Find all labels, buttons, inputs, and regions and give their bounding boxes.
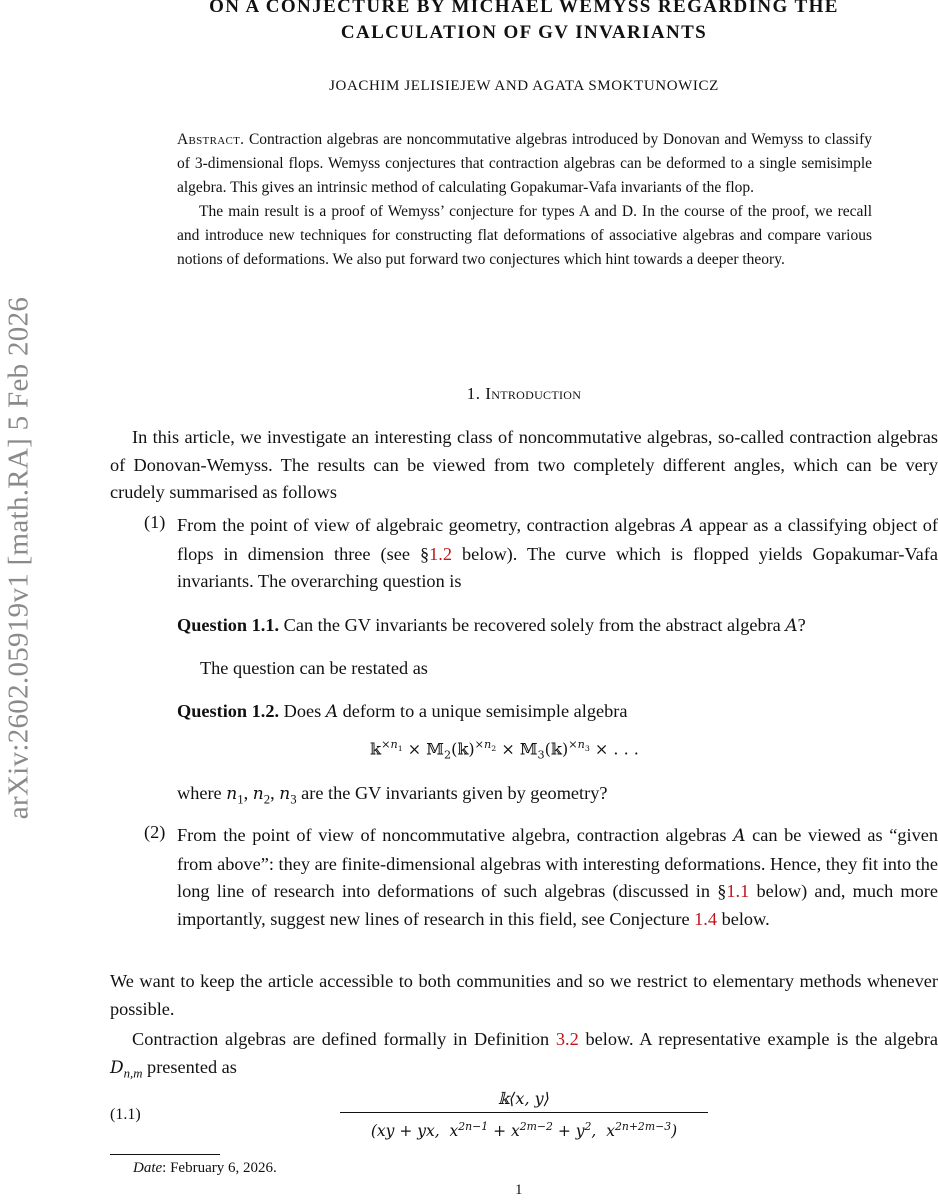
question-1-1-label: Question 1.1. bbox=[177, 615, 280, 635]
ref-1-1-link[interactable]: 1.1 bbox=[726, 881, 750, 901]
ref-1-2-link[interactable]: 1.2 bbox=[429, 543, 452, 564]
equation-label: (1.1) bbox=[110, 1106, 141, 1123]
paragraph-definition: Contraction algebras are defined formally in Definition 3.2 below. A representative example is the algebra $D_{n,m}$ presented as bbox=[110, 1029, 938, 1081]
question-1-1: Question 1.1. Can the GV invariants be recovered solely from the abstract algebra A? bbox=[177, 615, 806, 636]
section-heading bbox=[110, 384, 938, 404]
equation-denominator: (xy + yx, $x^{2n-1} + x^{2m-2} + y^2$, $x^{2n+2m-3}$) bbox=[370, 1120, 678, 1141]
section-number: 1. bbox=[466, 384, 481, 403]
abstract bbox=[177, 128, 872, 272]
page-number: 1 bbox=[515, 1182, 523, 1198]
item-2-marker: (2) bbox=[144, 822, 166, 842]
footnote-text: : February 6, 2026. bbox=[162, 1160, 277, 1176]
ref-3-2-link[interactable]: 3.2 bbox=[555, 1029, 579, 1049]
var-A: A bbox=[681, 516, 694, 536]
item-1-marker: (1) bbox=[144, 512, 166, 532]
abstract-label: Abstract. bbox=[177, 131, 245, 148]
footnote-label: Date bbox=[133, 1160, 163, 1176]
title-line-1: ON A CONJECTURE BY MICHAEL WEMYSS REGARDING THE bbox=[209, 0, 839, 17]
semisimple-formula: 𝕜$^{\times n_1}$ × 𝕄$_2$(𝕜)$^{\times n_2}$ × 𝕄$_3$(𝕜)$^{\times n_3}$ × . . . bbox=[370, 738, 639, 762]
where-text: where $n_1$, $n_2$, $n_3$ are the GV invariants given by geometry? bbox=[177, 783, 608, 807]
ref-1-4-link[interactable]: 1.4 bbox=[694, 908, 718, 929]
arxiv-identifier: arXiv:2602.05919v1 [math.RA] 5 Feb 2026 bbox=[2, 296, 35, 820]
question-1-2-label: Question 1.2. bbox=[177, 701, 280, 721]
paper-title bbox=[110, 0, 938, 46]
equation-numerator: 𝕜⟨x, y⟩ bbox=[498, 1089, 550, 1108]
abstract-paragraph-1 bbox=[177, 128, 872, 200]
abstract-paragraph-2: The main result is a proof of Wemyss’ conjecture for types A and D. In the course of the proof, we recall and introduce new techniques for constructing flat deformations of associative algebras and compare various notions of deformations. We also put forward two conjectures which hint towards a deeper theory. bbox=[177, 203, 872, 268]
question-1-2: Question 1.2. Does A deform to a unique semisimple algebra bbox=[177, 701, 628, 722]
restated-text: The question can be restated as bbox=[200, 658, 428, 678]
arxiv-sidebar bbox=[2, 228, 36, 888]
footnote-rule bbox=[110, 1154, 220, 1155]
item-1-text: From the point of view of algebraic geometry, contraction algebras A appear as a classifying object of flops in dimension three (see §1.2 below). The curve which is flopped yields Gopakumar-Vafa invariants. The overarching question is bbox=[177, 515, 938, 591]
equation-1-1 bbox=[340, 1086, 708, 1143]
fraction-bar bbox=[340, 1112, 708, 1113]
section-title: Introduction bbox=[485, 384, 582, 403]
item-2-text: From the point of view of noncommutative algebra, contraction algebras A can be viewed as “given from above”: they are finite-dimensional algebras with interesting deformations. Hence, they fit into the long line of research into deformations of such algebras (discussed in §1.1 below) and, much more importantly, suggest new lines of research in this field, see Conjecture 1.4 below. bbox=[177, 825, 938, 929]
abstract-text-1: Contraction algebras are noncommutative algebras introduced by Donovan and Wemyss to classify of 3-dimensional flops. Wemyss conjectures that contraction algebras can be deformed to a single semisimple algebra. This gives an intrinsic method of calculating Gopakumar-Vafa invariants of the flop. bbox=[177, 131, 872, 196]
authors: JOACHIM JELISIEJEW AND AGATA SMOKTUNOWICZ bbox=[329, 78, 719, 94]
footnote-date bbox=[133, 1160, 277, 1177]
title-line-2: CALCULATION OF GV INVARIANTS bbox=[340, 22, 708, 43]
intro-paragraph: In this article, we investigate an interesting class of noncommutative algebras, so-called contraction algebras of Donovan-Wemyss. The results can be viewed from two completely different angles, which can be very crudely summarised as follows bbox=[110, 427, 938, 502]
paragraph-accessible: We want to keep the article accessible to both communities and so we restrict to elementary methods whenever possible. bbox=[110, 971, 938, 1019]
